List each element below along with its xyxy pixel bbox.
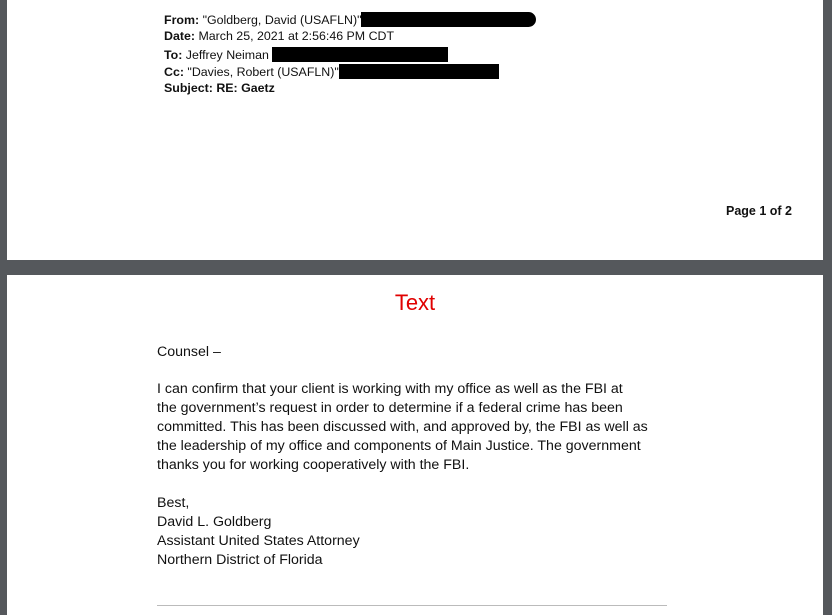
document-page-2 (7, 275, 823, 615)
redaction-bar (339, 64, 499, 79)
signer-office: Northern District of Florida (157, 552, 323, 568)
redaction-bar (361, 12, 536, 27)
redaction-bar (272, 47, 448, 62)
date-label: Date: (164, 29, 195, 43)
email-date-line (164, 29, 394, 43)
paragraph-line: the government’s request in order to determine if a federal crime has been (157, 400, 623, 416)
from-value: "Goldberg, David (USAFLN)" (202, 13, 362, 27)
email-from-line (164, 12, 536, 27)
subject-label: Subject: (164, 81, 213, 95)
page-number: Page 1 of 2 (726, 204, 792, 218)
from-label: From: (164, 13, 200, 27)
salutation: Counsel – (157, 344, 221, 360)
cc-label: Cc: (164, 65, 184, 79)
to-value: Jeffrey Neiman (185, 48, 269, 62)
signer-title: Assistant United States Attorney (157, 533, 360, 549)
text-annotation-title: Text (394, 290, 436, 315)
signer-name: David L. Goldberg (157, 514, 272, 530)
signature-block (157, 494, 360, 570)
paragraph-line: thanks you for working cooperatively with the FBI. (157, 457, 470, 473)
date-value: March 25, 2021 at 2:56:46 PM CDT (198, 29, 395, 43)
email-cc-line (164, 64, 499, 79)
email-to-line (164, 47, 448, 62)
paragraph-line: the leadership of my office and components of Main Justice. The government (157, 438, 641, 454)
paragraph-line: committed. This has been discussed with, and approved by, the FBI as well as (157, 419, 648, 435)
cc-value: "Davies, Robert (USAFLN)" (187, 65, 339, 79)
subject-value: RE: Gaetz (216, 81, 275, 95)
to-label: To: (164, 48, 183, 62)
email-subject-line (164, 81, 275, 95)
closing: Best, (157, 495, 190, 511)
document-page-1 (7, 0, 823, 260)
letter-paragraph (157, 380, 648, 475)
paragraph-line: I can confirm that your client is working with my office as well as the FBI at (157, 381, 623, 397)
divider (157, 605, 667, 606)
